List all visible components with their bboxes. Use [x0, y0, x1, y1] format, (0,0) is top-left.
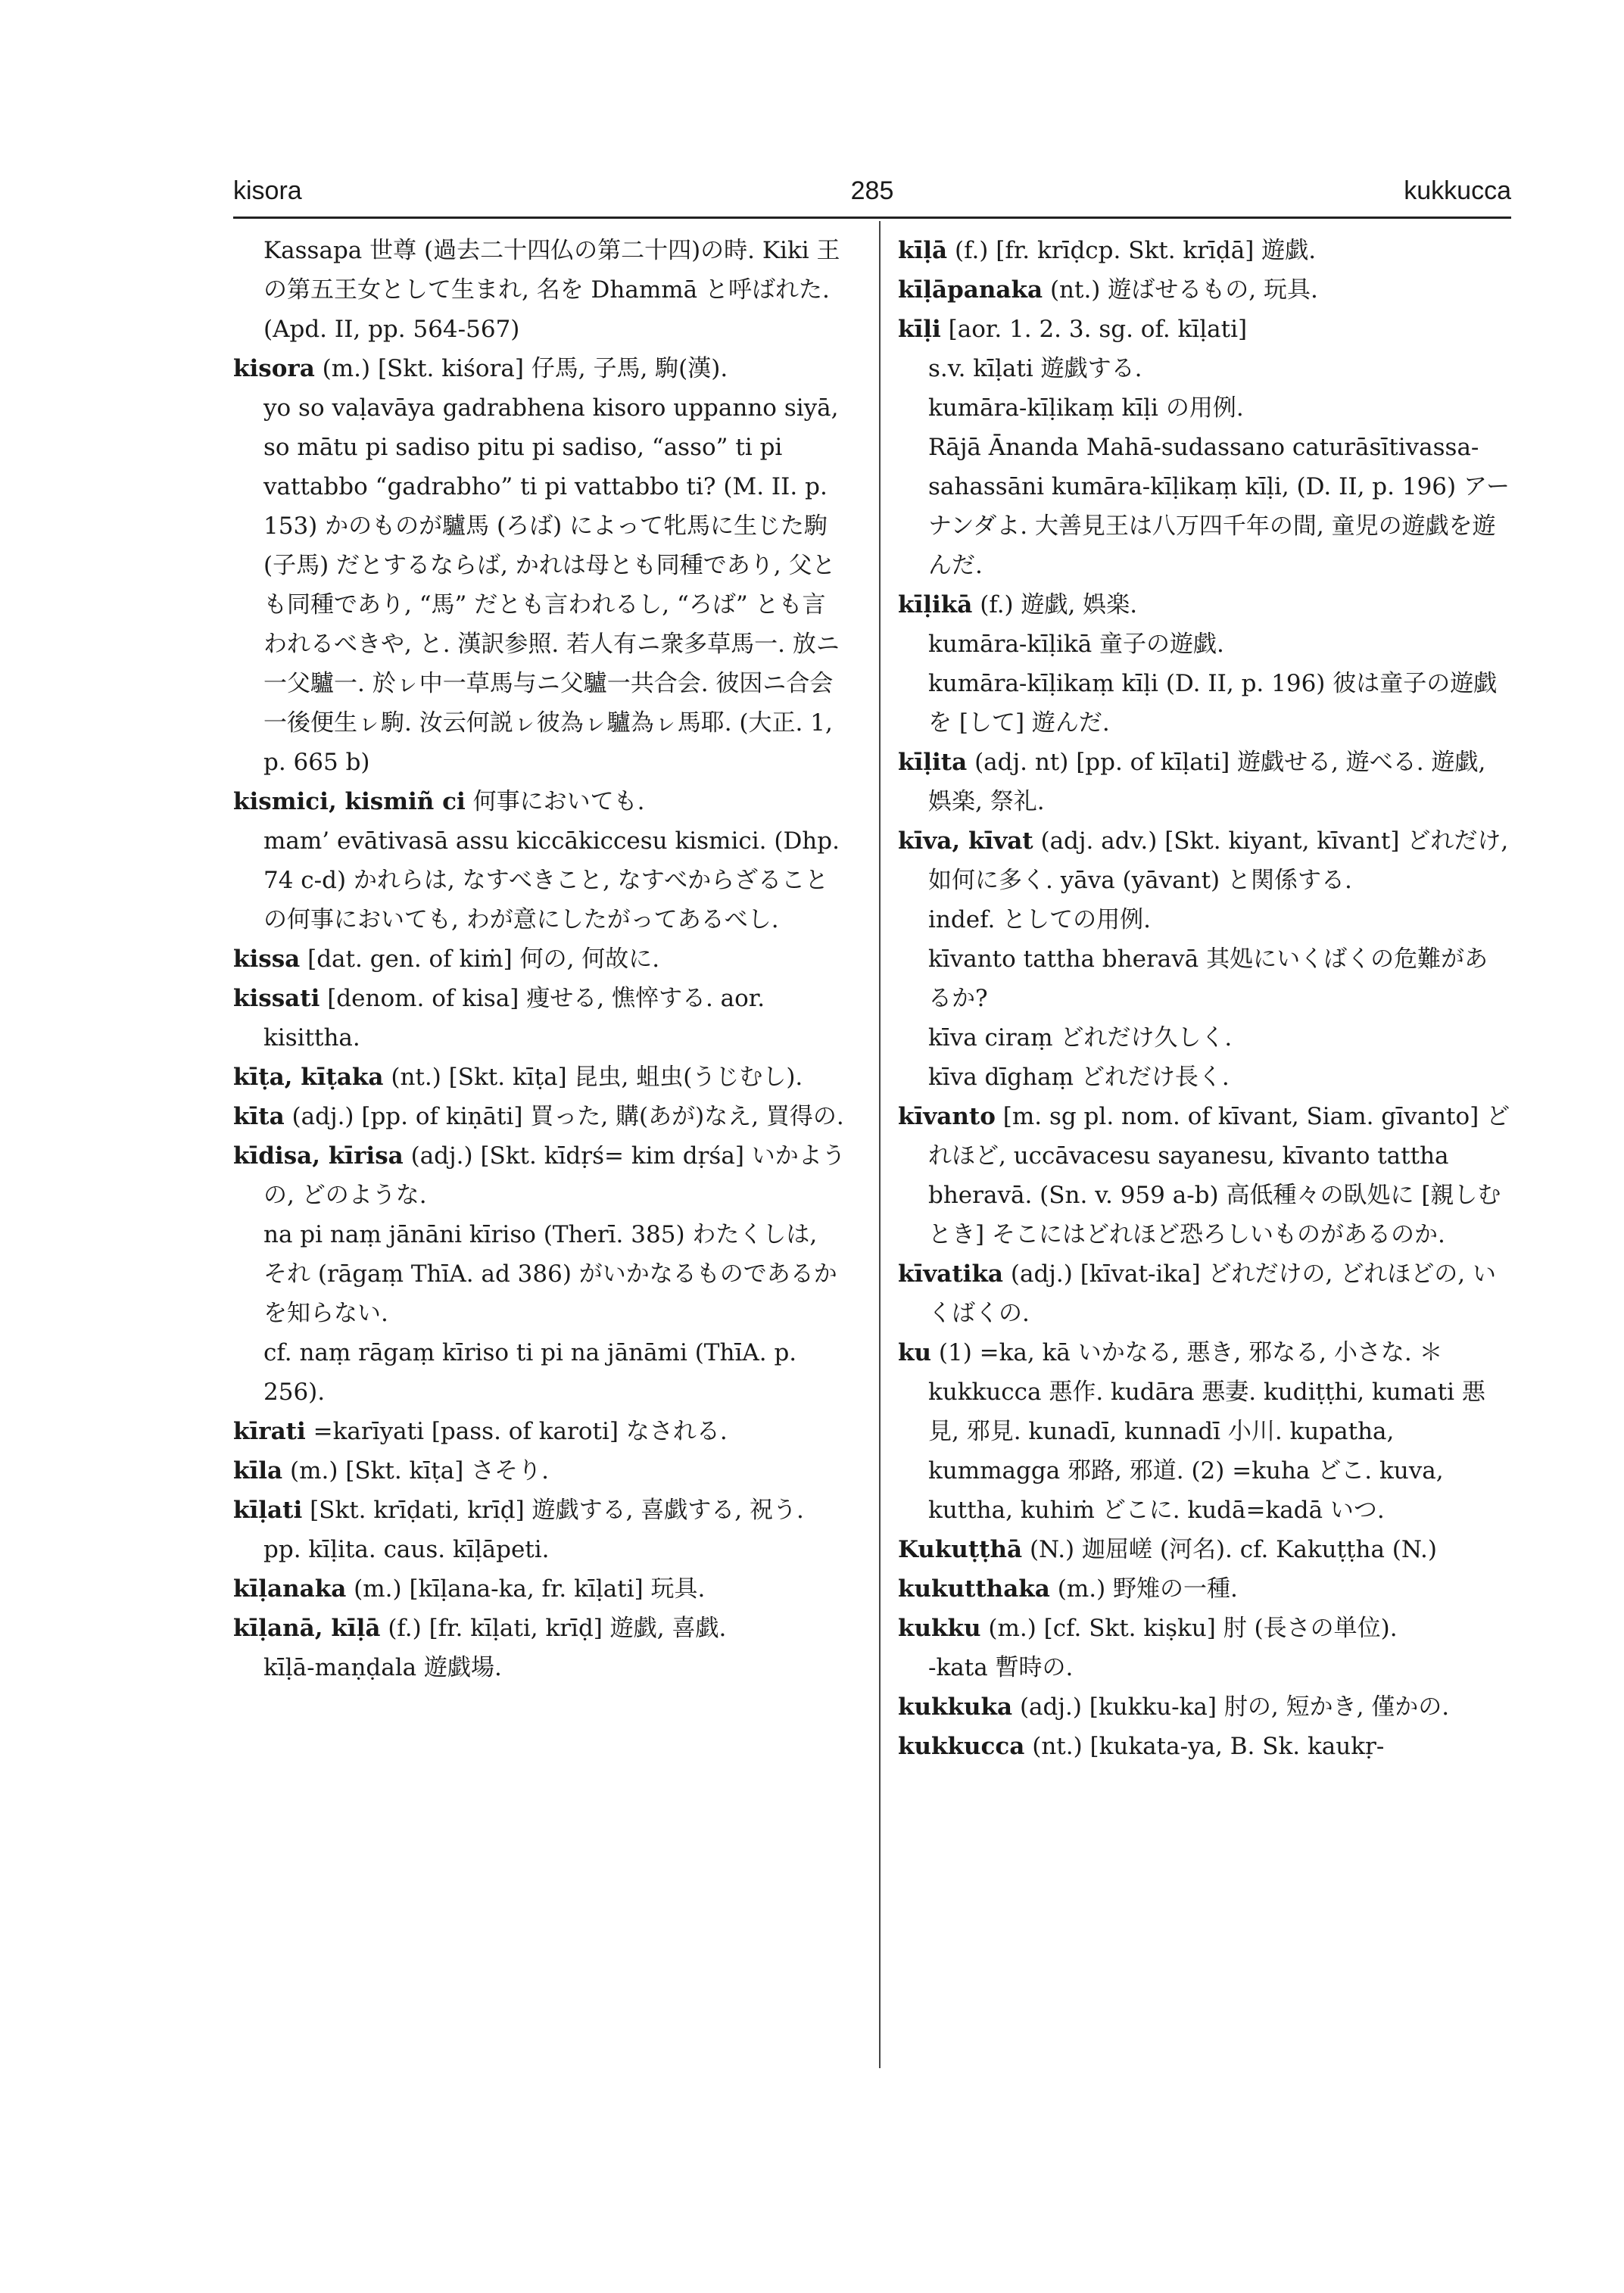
entry-definition: (m.) [cf. Skt. kiṣku] 肘 (長さの単位). — [988, 1615, 1398, 1642]
dictionary-entry — [233, 782, 846, 821]
entry-headword: kukku — [898, 1615, 981, 1642]
dictionary-entry — [233, 1136, 846, 1215]
entry-headword: kukutthaka — [898, 1575, 1050, 1603]
entry-definition: (f.) [fr. krīḍcp. Skt. krīḍā] 遊戯. — [954, 237, 1317, 264]
entry-definition: [denom. of kisa] 痩せる, 憔悴する. aor. kisittha. — [263, 985, 765, 1051]
entry-headword: kīḷāpanaka — [898, 276, 1043, 304]
dictionary-entry — [898, 1687, 1511, 1727]
entry-headword: kīḷita — [898, 749, 968, 776]
entry-definition: (N.) 迦屈嵯 (河名). cf. Kakuṭṭha (N.) — [1029, 1536, 1437, 1563]
entry-definition: (f.) 遊戯, 娯楽. — [980, 591, 1138, 618]
entry-definition: (adj. adv.) [Skt. kiyant, kīvant] どれだけ, 如何に多く. yāva (yāvant) と関係する. — [928, 827, 1509, 894]
dictionary-entry — [233, 939, 846, 979]
entry-example: kīva dīghaṃ どれだけ長く. — [928, 1064, 1230, 1091]
dictionary-entry — [898, 1333, 1511, 1530]
entry-example: kīḷā-maṇḍala 遊戯場. — [263, 1654, 502, 1681]
entry-example: kumāra-kīḷikaṃ kīḷi (D. II, p. 196) 彼は童子の遊戯を [して] 遊んだ. — [928, 670, 1498, 737]
dictionary-entry — [898, 585, 1511, 625]
entry-example: kīvanto tattha bheravā 其処にいくばくの危難があるか? — [928, 946, 1488, 1012]
left-column — [233, 231, 846, 1687]
entry-example: cf. naṃ rāgaṃ kīriso ti pi na jānāmi (ThīA. p. 256). — [263, 1339, 797, 1406]
dictionary-entry — [898, 821, 1511, 900]
dictionary-entry — [233, 1569, 846, 1609]
entry-definition: (adj. nt) [pp. of kīḷati] 遊戯せる, 遊べる. 遊戯, 娯楽, 祭礼. — [928, 749, 1486, 815]
entry-definition: (nt.) 遊ばせるもの, 玩具. — [1049, 276, 1318, 304]
entry-headword: kīrati — [233, 1418, 306, 1445]
dictionary-entry — [898, 743, 1511, 821]
running-head-right: kukkucca — [1404, 176, 1511, 205]
entry-definition: [dat. gen. of kiṁ] 何の, 何故に. — [307, 946, 660, 973]
entry-definition: (m.) [kīḷana-ka, fr. kīḷati] 玩具. — [354, 1575, 706, 1603]
entry-headword: kukkucca — [898, 1733, 1025, 1760]
entry-headword: kīḷi — [898, 316, 941, 343]
entry-headword: kīḷikā — [898, 591, 973, 618]
entry-headword: Kukuṭṭhā — [898, 1536, 1023, 1563]
dictionary-entry — [233, 1609, 846, 1648]
entry-headword: kīḷanaka — [233, 1575, 347, 1603]
entry-definition: (adj.) [kukku-ka] 肘の, 短かき, 僅かの. — [1019, 1693, 1450, 1721]
entry-headword: kīla — [233, 1457, 283, 1485]
dictionary-entry — [898, 1569, 1511, 1609]
entry-example: mam’ evātivasā assu kiccākiccesu kismici. (Dhp. 74 c-d) かれらは, なすべきこと, なすべからざることの何事においても, わが意にしたがってあるべし. — [263, 827, 840, 933]
dictionary-entry — [898, 310, 1511, 349]
entry-definition: (nt.) [Skt. kīṭa] 昆虫, 蛆虫(うじむし). — [391, 1064, 803, 1091]
entry-headword: kīva, kīvat — [898, 827, 1033, 855]
entry-definition: [aor. 1. 2. 3. sg. of. kīḷati] — [948, 316, 1248, 343]
entry-headword: kīvanto — [898, 1103, 996, 1130]
dictionary-entry — [898, 231, 1511, 270]
header-rule — [233, 217, 1511, 219]
entry-headword: kīdisa, kīrisa — [233, 1142, 404, 1170]
entry-headword: kīḷanā, kīḷā — [233, 1615, 381, 1642]
entry-definition: 何事においても. — [472, 788, 645, 815]
entry-definition: (1) =ka, kā いかなる, 悪き, 邪なる, 小さな. ＊kukkucca 悪作. kudāra 悪妻. kudiṭṭhi, kumati 悪見, 邪見. kunadī, kunnadī 小川. kupatha, kummagga 邪路, 邪道. (2) =kuha どこ. kuva, kuttha, kuhiṁ どこに. kudā=kadā いつ. — [928, 1339, 1485, 1524]
dictionary-entry — [233, 979, 846, 1058]
dictionary-entry — [898, 1097, 1511, 1254]
entry-example: yo so vaḷavāya gadrabhena kisoro uppanno siyā, so mātu pi sadiso pitu pi sadiso, “asso” ti pi vattabbo “gadrabho” ti pi vattabbo ti? (M. II. p. 153) かのものが驢馬 (ろば) によって牝馬に生じた駒 (子馬) だとするならば, かれは母とも同種であり, 父とも同種であり, “馬” だとも言われるし, “ろば” とも言われるべきや, と. 漢訳参照. 若人有ニ衆多草馬一. 放ニ一父驢一. 於ㇾ中一草馬与ニ父驢一共合会. 彼因ニ合会一後便生ㇾ駒. 汝云何説ㇾ彼為ㇾ驢為ㇾ馬耶. (大正. 1, p. 665 b) — [263, 394, 840, 776]
dictionary-entry — [233, 1058, 846, 1097]
entry-definition: (nt.) [kukata-ya, B. Sk. kaukṛ- — [1032, 1733, 1385, 1760]
entry-definition: [m. sg pl. nom. of kīvant, Siam. gīvanto] どれほど, uccāvacesu sayanesu, kīvanto tattha bheravā. (Sn. v. 959 a-b) 高低種々の臥処に [親しむとき] そこにはどれほど恐ろしいものがあるのか. — [928, 1103, 1510, 1248]
entry-definition: [Skt. krīḍati, krīḍ] 遊戯する, 喜戯する, 祝う. pp. kīḷita. caus. kīḷāpeti. — [263, 1497, 804, 1563]
entry-example: s.v. kīḷati 遊戯する. — [928, 355, 1142, 382]
entry-headword: kīta — [233, 1103, 285, 1130]
page-number: 285 — [850, 176, 894, 205]
entry-definition: (m.) [Skt. kiśora] 仔馬, 子馬, 駒(漢). — [322, 355, 728, 382]
entry-definition: (adj.) [pp. of kiṇāti] 買った, 購(あが)なえ, 買得の. — [291, 1103, 844, 1130]
entry-headword: kīvatika — [898, 1260, 1004, 1288]
entry-definition: (f.) [fr. kīḷati, krīḍ] 遊戯, 喜戯. — [388, 1615, 727, 1642]
entry-example: indef. としての用例. — [928, 906, 1151, 933]
running-head-left: kisora — [233, 176, 302, 205]
entry-example: -kata 暫時の. — [928, 1654, 1074, 1681]
dictionary-entry — [233, 1412, 846, 1451]
entry-definition: (adj.) [kīvat-ika] どれだけの, どれほどの, いくばくの. — [928, 1260, 1496, 1327]
entry-headword: kissa — [233, 946, 301, 973]
entry-headword: kīḷati — [233, 1497, 303, 1524]
entry-headword: kīḷā — [898, 237, 948, 264]
entry-example: kīva ciraṃ どれだけ久しく. — [928, 1024, 1233, 1051]
column-divider — [879, 221, 881, 2068]
dictionary-entry — [898, 1254, 1511, 1333]
entry-definition: =karīyati [pass. of karoti] なされる. — [313, 1418, 728, 1445]
dictionary-entry — [898, 1727, 1511, 1766]
dictionary-entry — [898, 1609, 1511, 1648]
entry-example: Kassapa 世尊 (過去二十四仏の第二十四)の時. Kiki 王の第五王女として生まれ, 名を Dhammā と呼ばれた. (Apd. II, pp. 564-567) — [263, 237, 840, 343]
entry-headword: ku — [898, 1339, 932, 1366]
entry-example: na pi naṃ jānāni kīriso (Therī. 385) わたくしは, それ (rāgaṃ ThīA. ad 386) がいかなるものであるかを知らない. — [263, 1221, 837, 1327]
right-column — [898, 231, 1511, 1766]
entry-headword: kissati — [233, 985, 320, 1012]
dictionary-entry — [233, 1491, 846, 1569]
running-header — [233, 173, 1511, 218]
entry-headword: kukkuka — [898, 1693, 1013, 1721]
entry-headword: kisora — [233, 355, 315, 382]
dictionary-entry — [233, 349, 846, 388]
entry-definition: (m.) 野雉の一種. — [1057, 1575, 1238, 1603]
entry-headword: kismici, kismiñ ci — [233, 788, 466, 815]
entry-headword: kīṭa, kīṭaka — [233, 1064, 384, 1091]
entry-definition: (m.) [Skt. kīṭa] さそり. — [289, 1457, 549, 1485]
entry-definition: (adj.) [Skt. kīdṛś= kim dṛśa] いかようの, どのような. — [263, 1142, 846, 1209]
entry-example: kumāra-kīḷikaṃ kīḷi の用例. — [928, 394, 1244, 422]
dictionary-entry — [233, 1097, 846, 1136]
dictionary-entry — [898, 1530, 1511, 1569]
dictionary-entry — [233, 1451, 846, 1491]
entry-example: kumāra-kīḷikā 童子の遊戯. — [928, 631, 1224, 658]
dictionary-entry — [898, 270, 1511, 310]
entry-example: Rājā Ānanda Mahā-sudassano caturāsītivassa-sahassāni kumāra-kīḷikaṃ kīḷi, (D. II, p. 196) アーナンダよ. 大善見王は八万四千年の間, 童児の遊戯を遊んだ. — [928, 434, 1510, 579]
